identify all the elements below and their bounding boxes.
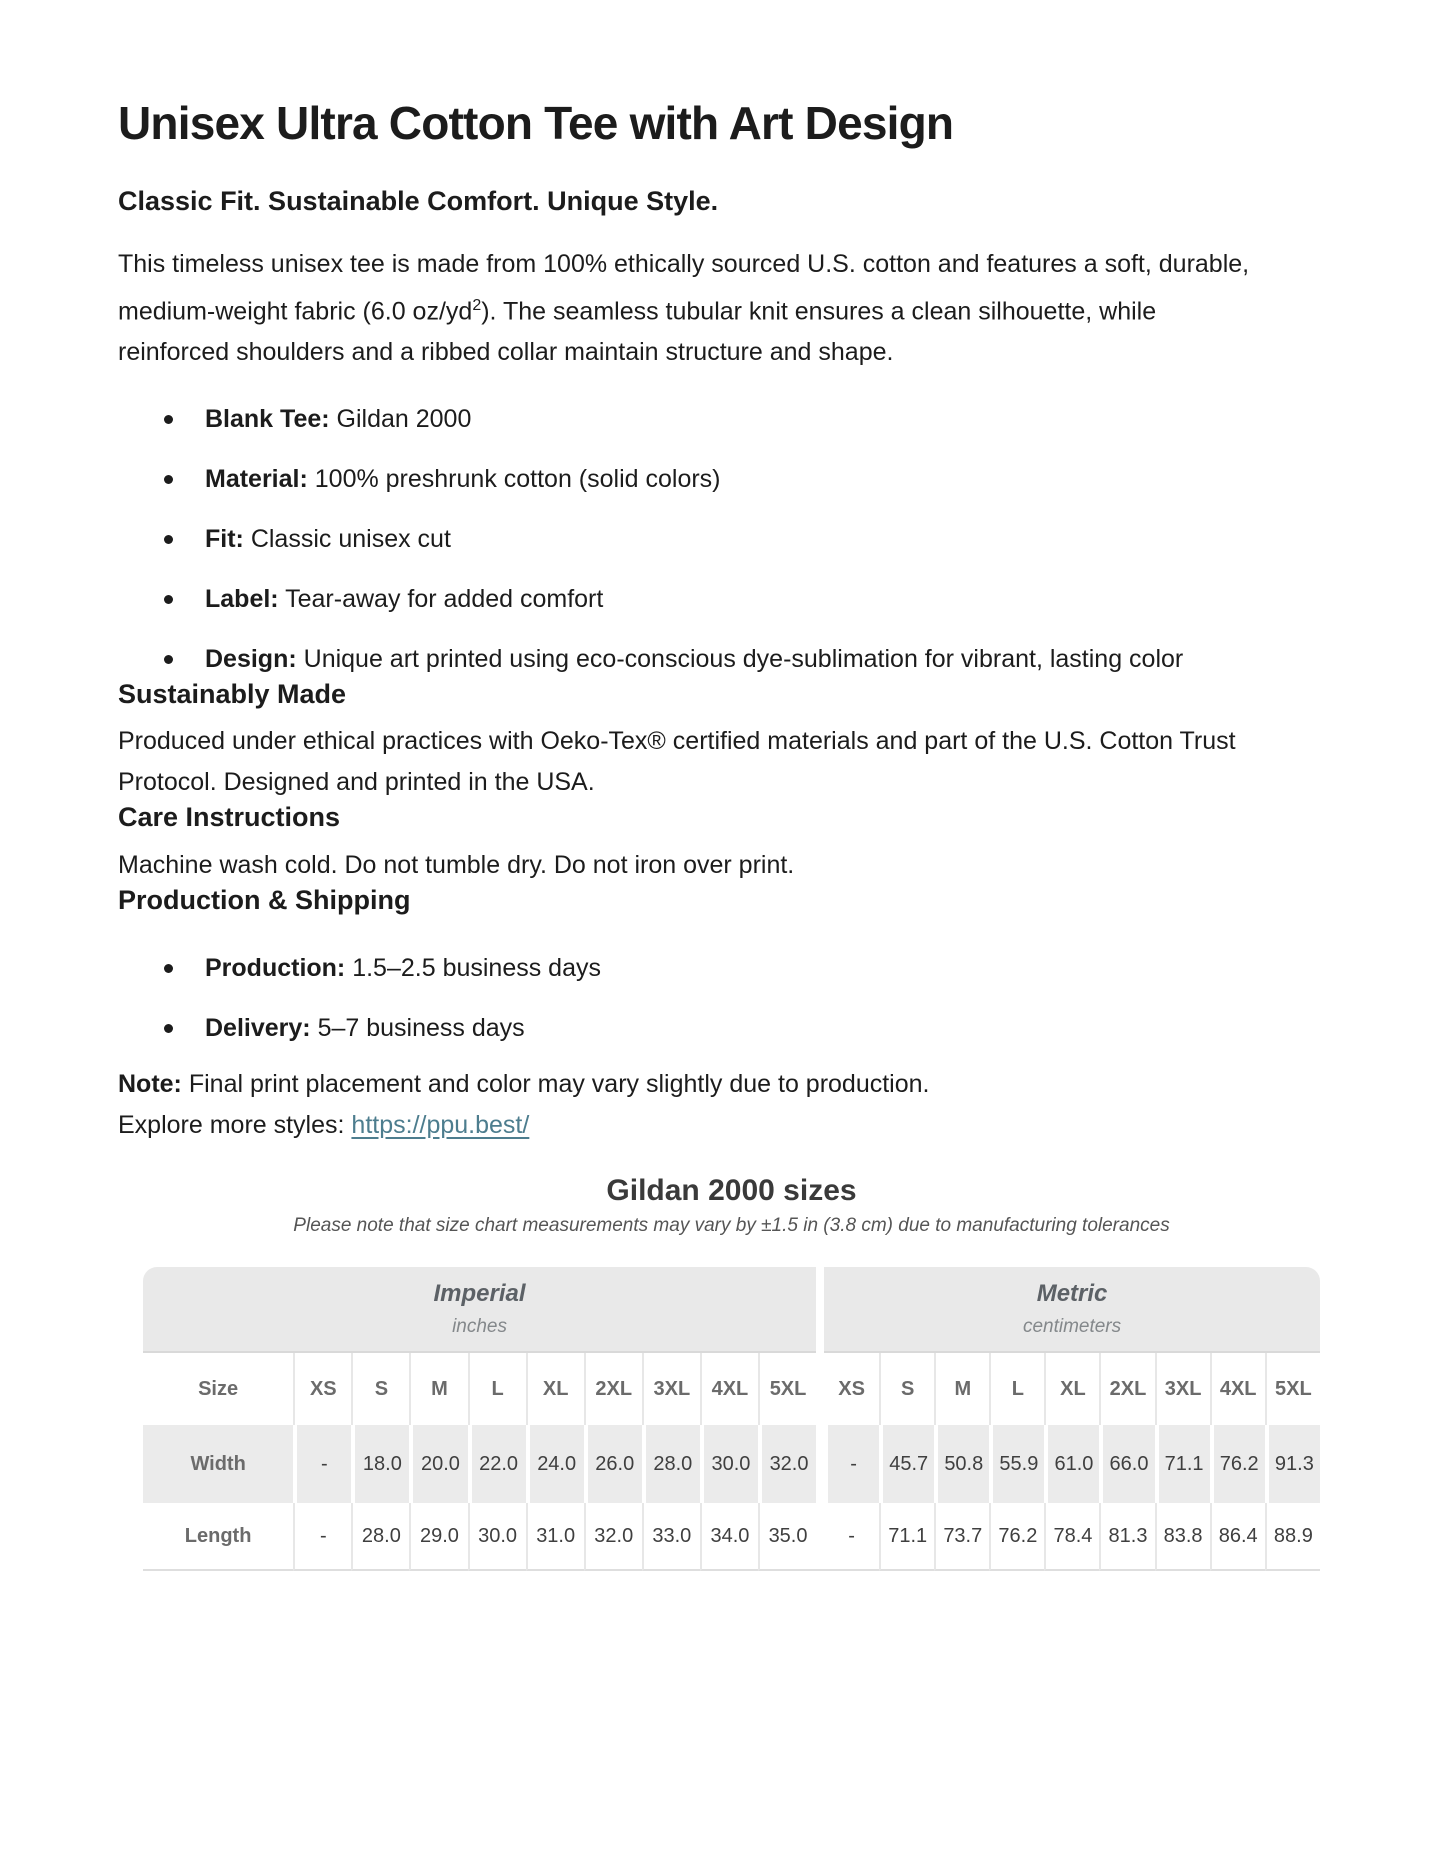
width-value-cell: 20.0 [409, 1425, 467, 1503]
size-header-cell: S [351, 1353, 409, 1425]
metric-band [824, 1267, 1320, 1353]
feature-text: Tear-away for added comfort [278, 585, 604, 614]
section-gap [816, 1503, 824, 1571]
imperial-band [143, 1267, 816, 1353]
feature-item-fit [118, 519, 1327, 560]
length-value-cell: 78.4 [1044, 1503, 1099, 1571]
size-header-cell: XS [824, 1353, 879, 1425]
feature-text: Unique art printed using eco-conscious dye-sublimation for vibrant, lasting color [296, 645, 1184, 674]
size-chart-tolerance-note: Please note that size chart measurements may vary by ±1.5 in (3.8 cm) due to manufacturing tolerances [293, 1215, 1170, 1237]
feature-label: Design: [205, 645, 297, 674]
bullet-icon [164, 655, 173, 664]
explore-label: Explore more styles: [118, 1111, 352, 1140]
bullet-icon [164, 964, 173, 973]
size-header-cell: XL [526, 1353, 584, 1425]
delivery-text: 5–7 business days [310, 1014, 525, 1043]
size-header-cell: 4XL [1210, 1353, 1265, 1425]
note-text: Final print placement and color may vary slightly due to production. [181, 1070, 930, 1099]
width-value-cell: 22.0 [468, 1425, 526, 1503]
length-value-cell: 29.0 [409, 1503, 467, 1571]
explore-link[interactable]: https://ppu.best/ [351, 1111, 530, 1140]
production-item [118, 948, 1327, 989]
width-value-cell: 66.0 [1099, 1425, 1154, 1503]
feature-item-label [118, 579, 1327, 620]
length-value-cell: 30.0 [468, 1503, 526, 1571]
width-value-cell: - [824, 1425, 879, 1503]
feature-label: Blank Tee: [205, 405, 330, 434]
width-value-cell: 30.0 [700, 1425, 758, 1503]
width-value-cell: 32.0 [758, 1425, 816, 1503]
length-value-cell: 71.1 [879, 1503, 934, 1571]
superscript-2: 2 [472, 297, 482, 314]
size-chart-title: Gildan 2000 sizes [606, 1174, 857, 1208]
bullet-icon [164, 475, 173, 484]
feature-item-material [118, 459, 1327, 500]
feature-label: Material: [205, 465, 308, 494]
feature-label: Fit: [205, 525, 244, 554]
size-header-cell: 3XL [1155, 1353, 1210, 1425]
note-paragraph [118, 1064, 1327, 1105]
page-subtitle: Classic Fit. Sustainable Comfort. Unique Style. [118, 186, 719, 216]
heading-sustainably-made: Sustainably Made [118, 679, 347, 710]
bullet-icon [164, 535, 173, 544]
delivery-item [118, 1008, 1327, 1049]
length-value-cell: 76.2 [989, 1503, 1044, 1571]
bullet-icon [164, 595, 173, 604]
length-value-cell: 83.8 [1155, 1503, 1210, 1571]
bullet-icon [164, 415, 173, 424]
imperial-unit: inches [452, 1315, 507, 1337]
explore-paragraph [118, 1105, 1327, 1146]
size-header-cell: M [934, 1353, 989, 1425]
size-chart-section [143, 1175, 1320, 1571]
length-row [143, 1503, 1320, 1571]
size-header-cell: XL [1044, 1353, 1099, 1425]
length-value-cell: 34.0 [700, 1503, 758, 1571]
length-value-cell: 32.0 [584, 1503, 642, 1571]
size-header-cell: XS [293, 1353, 351, 1425]
imperial-label: Imperial [433, 1279, 526, 1307]
length-value-cell: 31.0 [526, 1503, 584, 1571]
size-header-cell: 5XL [1265, 1353, 1320, 1425]
length-value-cell: - [824, 1503, 879, 1571]
size-header-cell: 3XL [642, 1353, 700, 1425]
note-label: Note: [118, 1070, 182, 1099]
width-value-cell: 26.0 [584, 1425, 642, 1503]
heading-care-instructions: Care Instructions [118, 802, 341, 833]
sustainably-made-text: Produced under ethical practices with Oeko-Tex® certified materials and part of the U.S. Cotton Trust Protocol. Designed and printed in the USA. [118, 727, 1236, 797]
width-value-cell: 91.3 [1265, 1425, 1320, 1503]
width-value-cell: 18.0 [351, 1425, 409, 1503]
page-title: Unisex Ultra Cotton Tee with Art Design [118, 97, 954, 149]
feature-list [118, 399, 1327, 680]
size-header-cell: S [879, 1353, 934, 1425]
width-value-cell: 55.9 [989, 1425, 1044, 1503]
length-value-cell: 33.0 [642, 1503, 700, 1571]
size-corner-label: Size [143, 1353, 293, 1425]
production-label: Production: [205, 954, 346, 983]
size-header-cell: 5XL [758, 1353, 816, 1425]
band-gap [816, 1267, 824, 1353]
size-header-row [143, 1353, 1320, 1425]
length-value-cell: - [293, 1503, 351, 1571]
feature-text: Gildan 2000 [329, 405, 472, 434]
feature-item-blank-tee [118, 399, 1327, 440]
size-header-cell: M [409, 1353, 467, 1425]
width-row [143, 1425, 1320, 1503]
feature-text: 100% preshrunk cotton (solid colors) [307, 465, 721, 494]
length-value-cell: 88.9 [1265, 1503, 1320, 1571]
width-row-label: Width [143, 1425, 293, 1503]
production-shipping-list [118, 948, 1327, 1049]
size-chart-table [143, 1267, 1320, 1571]
intro-text-1: This timeless unisex tee is made from 100% ethically sourced U.S. cotton and features a soft, durable, medium-weight fabric (6.0 oz/yd [118, 250, 1250, 326]
length-value-cell: 86.4 [1210, 1503, 1265, 1571]
length-value-cell: 35.0 [758, 1503, 816, 1571]
length-row-label: Length [143, 1503, 293, 1571]
width-value-cell: - [293, 1425, 351, 1503]
width-value-cell: 45.7 [879, 1425, 934, 1503]
intro-text-2: ). The seamless tubular knit ensures a clean silhouette, while reinforced shoulders and a ribbed collar maintain structure and shape. [118, 297, 1157, 367]
delivery-label: Delivery: [205, 1014, 311, 1043]
width-value-cell: 71.1 [1155, 1425, 1210, 1503]
intro-paragraph [118, 244, 1263, 373]
length-value-cell: 81.3 [1099, 1503, 1154, 1571]
care-instructions-text: Machine wash cold. Do not tumble dry. Do not iron over print. [118, 851, 795, 880]
section-gap [816, 1353, 824, 1425]
metric-label: Metric [1036, 1279, 1108, 1307]
width-value-cell: 50.8 [934, 1425, 989, 1503]
width-value-cell: 24.0 [526, 1425, 584, 1503]
section-gap [816, 1425, 824, 1503]
size-header-cell: 2XL [1099, 1353, 1154, 1425]
size-header-cell: L [468, 1353, 526, 1425]
width-value-cell: 76.2 [1210, 1425, 1265, 1503]
feature-label: Label: [205, 585, 279, 614]
length-value-cell: 73.7 [934, 1503, 989, 1571]
metric-unit: centimeters [1022, 1315, 1122, 1337]
size-header-cell: L [989, 1353, 1044, 1425]
feature-text: Classic unisex cut [243, 525, 451, 554]
width-value-cell: 28.0 [642, 1425, 700, 1503]
feature-item-design [118, 639, 1327, 680]
unit-band-row [143, 1267, 1320, 1353]
width-value-cell: 61.0 [1044, 1425, 1099, 1503]
size-header-cell: 4XL [700, 1353, 758, 1425]
heading-production-shipping: Production & Shipping [118, 885, 411, 916]
bullet-icon [164, 1024, 173, 1033]
length-value-cell: 28.0 [351, 1503, 409, 1571]
size-header-cell: 2XL [584, 1353, 642, 1425]
production-text: 1.5–2.5 business days [345, 954, 601, 983]
